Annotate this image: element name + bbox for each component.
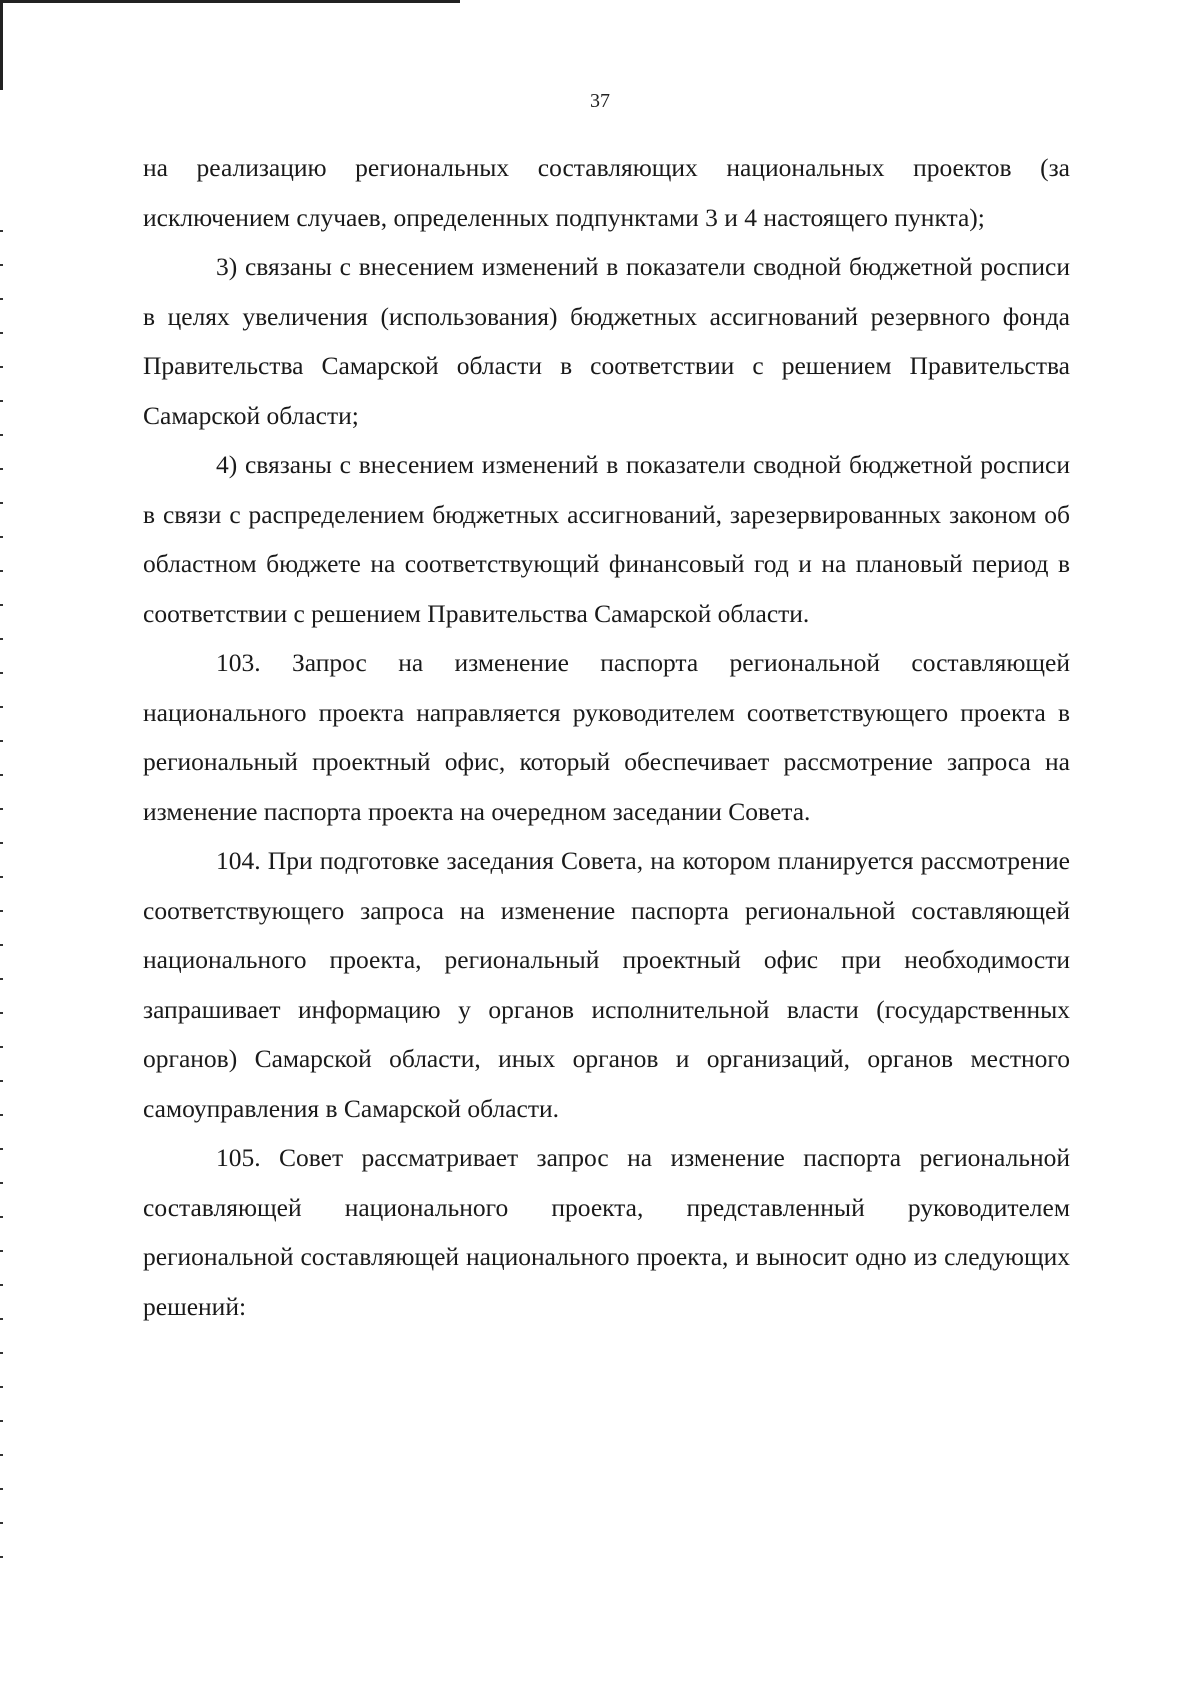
page-number: 37 xyxy=(590,90,610,112)
paragraph-continuation: на реализацию региональных составляющих национальных проектов (за исключением случаев, определенных подпунктами 3 и 4 настоящего пункта); xyxy=(143,153,1070,232)
paragraph-103: 103. Запрос на изменение паспорта региональной составляющей национального проекта направляется руководителем соответствующего проекта в региональный проектный офис, который обеспечивает рассмотрение запроса на изменение паспорта проекта на очередном заседании Совета. xyxy=(143,648,1070,826)
paragraph-item-4: 4) связаны с внесением изменений в показатели сводной бюджетной росписи в связи с распределением бюджетных ассигнований, зарезервированных законом об областном бюджете на соответствующий финансовый год и на плановый период в соответствии с решением Правительства Самарской области. xyxy=(143,450,1070,628)
paragraph-item-3: 3) связаны с внесением изменений в показатели сводной бюджетной росписи в целях увеличения (использования) бюджетных ассигнований резервного фонда Правительства Самарской области в соответствии с решением Правительства Самарской области; xyxy=(143,252,1070,430)
scan-edge-left xyxy=(0,0,3,90)
paragraph-104: 104. При подготовке заседания Совета, на котором планируется рассмотрение соответствующего запроса на изменение паспорта региональной составляющей национального проекта, региональный проектный офис при необходимости запрашивает информацию у органов исполнительной власти (государственных органов) Самарской области, иных органов и организаций, органов местного самоуправления в Самарской области. xyxy=(143,846,1070,1123)
scan-binding-marks xyxy=(0,230,3,1580)
document-body xyxy=(143,143,1070,1331)
paragraph-105: 105. Совет рассматривает запрос на изменение паспорта региональной составляющей национального проекта, представленный руководителем региональной составляющей национального проекта, и выносит одно из следующих решений: xyxy=(143,1143,1070,1321)
scan-edge-top xyxy=(0,0,460,3)
